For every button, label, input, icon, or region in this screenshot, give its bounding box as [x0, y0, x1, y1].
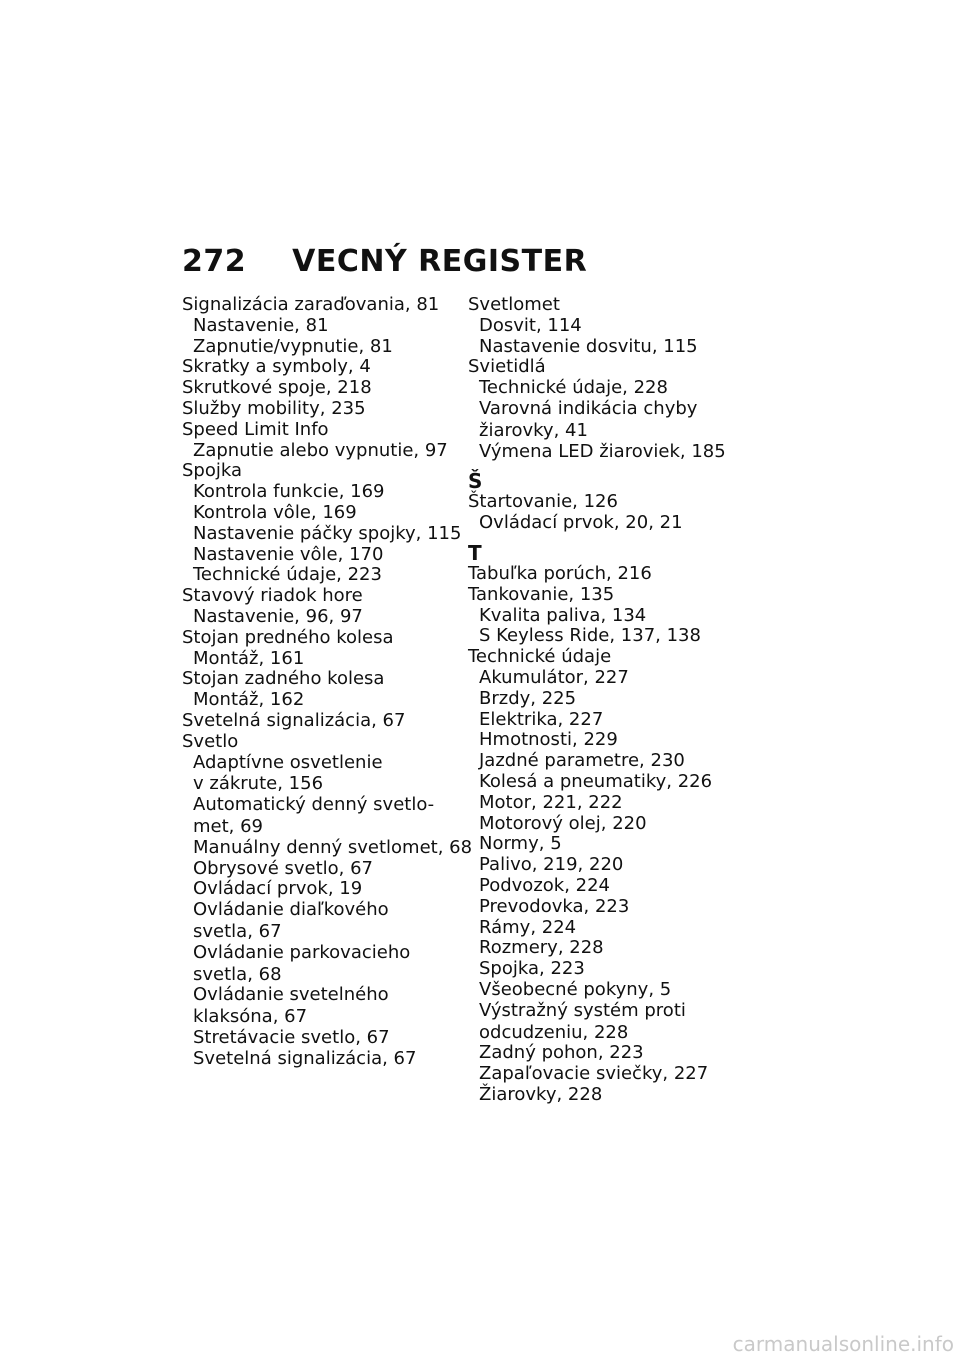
watermark: carmanualsonline.info: [732, 1332, 954, 1356]
index-column-right: [468, 295, 753, 1106]
index-subentry: Brzdy, 225: [479, 687, 577, 709]
index-subentry: Varovná indikácia chyby: [479, 397, 698, 419]
index-subentry: Nastavenie páčky spojky, 115: [193, 522, 462, 544]
index-subentry: Kvalita paliva, 134: [479, 604, 647, 626]
index-subentry: Dosvit, 114: [479, 314, 582, 336]
index-subentry: Manuálny denný svetlomet, 68: [193, 836, 473, 858]
index-subentry: Palivo, 219, 220: [479, 854, 624, 876]
index-subentry-continuation: odcudzeniu, 228: [479, 1021, 629, 1043]
index-entry: Stojan zadného kolesa: [182, 668, 385, 690]
index-entry: Tabuľka porúch, 216: [468, 562, 652, 584]
index-subentry: Hmotnosti, 229: [479, 729, 618, 751]
index-subentry: Technické údaje, 223: [193, 564, 382, 586]
index-subentry: Výstražný systém proti: [479, 999, 686, 1021]
index-subentry: Nastavenie dosvitu, 115: [479, 335, 698, 357]
index-entry: Signalizácia zaraďovania, 81: [182, 294, 440, 315]
index-letter-heading: T: [468, 540, 482, 565]
index-entry: Štartovanie, 126: [468, 491, 618, 513]
index-entry: Skrutkové spoje, 218: [182, 377, 372, 399]
page-header: [182, 244, 587, 279]
index-entry: Svetlomet: [468, 294, 560, 315]
index-subentry: Stretávacie svetlo, 67: [193, 1026, 390, 1048]
index-subentry: Všeobecné pokyny, 5: [479, 978, 672, 1000]
index-subentry-continuation: klaksóna, 67: [193, 1006, 308, 1028]
index-subentry: Zapnutie/vypnutie, 81: [193, 335, 393, 357]
index-subentry: Svetelná signalizácia, 67: [193, 1047, 417, 1069]
index-subentry: Elektrika, 227: [479, 708, 604, 730]
index-subentry: Akumulátor, 227: [479, 666, 629, 688]
index-subentry: Motorový olej, 220: [479, 812, 647, 834]
index-letter-heading: Š: [468, 469, 483, 494]
index-entry: Svietidlá: [468, 356, 546, 378]
index-subentry: Podvozok, 224: [479, 874, 611, 896]
index-subentry: Jazdné parametre, 230: [479, 750, 685, 772]
index-subentry: Rozmery, 228: [479, 937, 604, 959]
index-entry: Stojan predného kolesa: [182, 626, 394, 648]
index-subentry: Kolesá a pneumatiky, 226: [479, 770, 713, 792]
index-subentry: Nastavenie, 81: [193, 314, 329, 336]
index-subentry: Nastavenie vôle, 170: [193, 543, 384, 565]
index-entry: Technické údaje: [468, 646, 612, 668]
page-number: 272: [182, 244, 247, 279]
index-column-left: [182, 294, 473, 1069]
index-subentry: Motor, 221, 222: [479, 791, 623, 813]
page-title: VECNÝ REGISTER: [292, 244, 588, 279]
index-entry: Stavový riadok hore: [182, 585, 363, 607]
index-subentry: Ovládanie parkovacieho: [193, 941, 411, 963]
index-subentry: Ovládací prvok, 20, 21: [479, 512, 683, 534]
index-entry: Skratky a symboly, 4: [182, 356, 371, 378]
index-subentry: Kontrola vôle, 169: [193, 501, 357, 523]
index-subentry-continuation: svetla, 67: [193, 920, 282, 942]
index-subentry: Žiarovky, 228: [479, 1083, 603, 1105]
index-subentry: Montáž, 161: [193, 647, 305, 669]
index-entry: Svetlo: [182, 730, 239, 752]
index-subentry: Montáž, 162: [193, 689, 305, 711]
index-subentry: Normy, 5: [479, 833, 562, 855]
index-subentry: Kontrola funkcie, 169: [193, 481, 385, 503]
index-subentry: Prevodovka, 223: [479, 895, 630, 917]
index-entry: Tankovanie, 135: [468, 583, 615, 605]
index-entry: Speed Limit Info: [182, 418, 329, 440]
index-subentry: Výmena LED žiaroviek, 185: [479, 440, 726, 462]
index-subentry-continuation: svetla, 68: [193, 963, 282, 985]
index-subentry: Rámy, 224: [479, 916, 577, 938]
index-subentry: Ovládanie svetelného: [193, 984, 389, 1006]
index-subentry: Adaptívne osvetlenie: [193, 751, 383, 773]
index-subentry-continuation: žiarovky, 41: [479, 419, 588, 441]
index-subentry: Automatický denný svetlo-: [193, 794, 435, 816]
index-entry: Svetelná signalizácia, 67: [182, 709, 406, 731]
index-subentry: Ovládanie diaľkového: [193, 899, 389, 921]
index-subentry: S Keyless Ride, 137, 138: [479, 625, 701, 647]
index-subentry: Zapnutie alebo vypnutie, 97: [193, 439, 448, 461]
index-subentry: Spojka, 223: [479, 958, 585, 980]
index-entry: Služby mobility, 235: [182, 397, 366, 419]
index-subentry: Ovládací prvok, 19: [193, 878, 363, 900]
index-subentry: Zapaľovacie sviečky, 227: [479, 1063, 709, 1085]
index-entry: Spojka: [182, 460, 243, 482]
index-subentry: Obrysové svetlo, 67: [193, 857, 374, 879]
index-subentry: Technické údaje, 228: [479, 377, 668, 399]
index-subentry-continuation: v zákrute, 156: [193, 773, 324, 795]
index-subentry: Zadný pohon, 223: [479, 1042, 644, 1064]
index-subentry-continuation: met, 69: [193, 815, 264, 837]
index-subentry: Nastavenie, 96, 97: [193, 605, 363, 627]
